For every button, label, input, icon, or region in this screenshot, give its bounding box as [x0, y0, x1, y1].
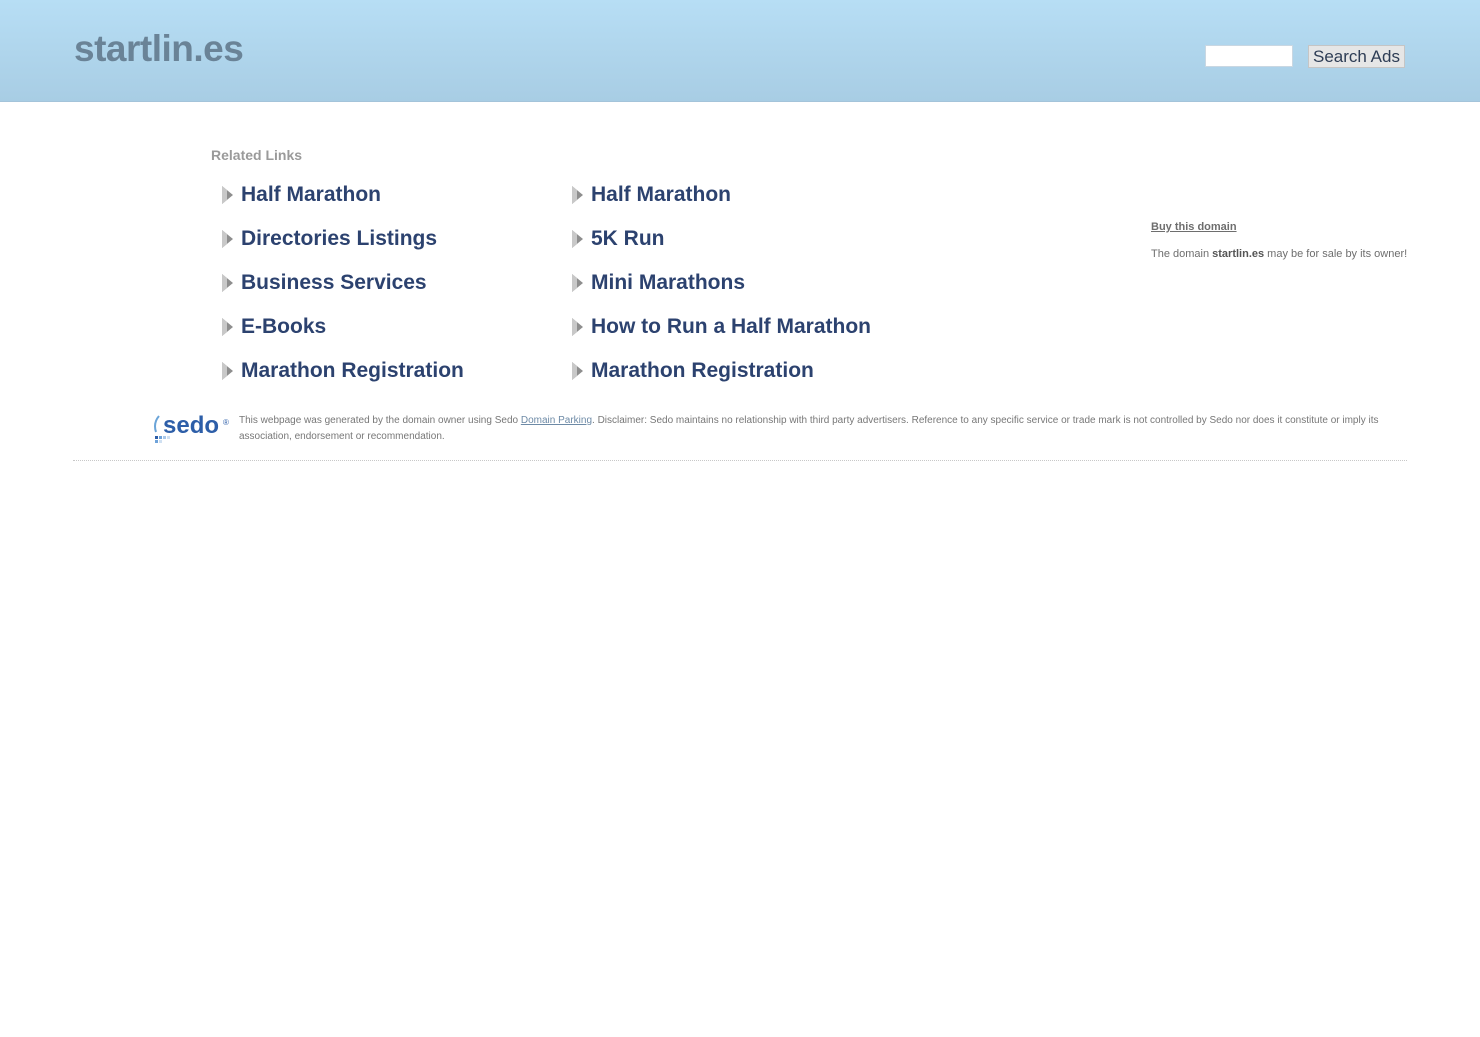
sedo-logo-text: sedo [163, 412, 220, 439]
arrow-right-icon [569, 272, 585, 294]
related-link-label[interactable]: Half Marathon [241, 183, 382, 206]
related-link-label[interactable]: E-Books [241, 315, 327, 338]
arrow-right-icon [569, 316, 585, 338]
related-link-label[interactable]: Mini Marathons [591, 271, 746, 294]
sale-prefix: The domain [1151, 248, 1213, 260]
disclaimer-prefix: This webpage was generated by the domain owner using Sedo [239, 415, 521, 426]
related-link-label[interactable]: Directories Listings [241, 227, 438, 250]
arrow-right-icon [569, 228, 585, 250]
arrow-right-icon [569, 360, 585, 382]
arrow-right-icon [219, 228, 235, 250]
domain-sale-notice [1151, 248, 1407, 260]
arrow-right-icon [219, 184, 235, 206]
related-link-label[interactable]: Business Services [241, 271, 427, 294]
related-link-label[interactable]: How to Run a Half Marathon [591, 315, 871, 338]
domain-parking-link[interactable]: Domain Parking [520, 415, 593, 426]
search-input[interactable] [1205, 45, 1293, 67]
header-bar [0, 0, 1480, 102]
sale-suffix: may be for sale by its owner! [1264, 248, 1408, 260]
sale-domain: startlin.es [1212, 248, 1265, 260]
arrow-right-icon [219, 272, 235, 294]
related-links-title: Related Links [211, 147, 303, 163]
related-link-label[interactable]: 5K Run [591, 227, 665, 250]
buy-domain-link[interactable]: Buy this domain [1151, 221, 1237, 233]
footer-disclaimer [239, 413, 1379, 445]
site-title: startlin.es [74, 28, 244, 69]
related-link-label[interactable]: Marathon Registration [591, 359, 814, 382]
footer-divider [73, 460, 1407, 461]
arrow-right-icon [569, 184, 585, 206]
related-link-label[interactable]: Marathon Registration [241, 359, 464, 382]
sedo-logo [153, 412, 233, 446]
arrow-right-icon [219, 360, 235, 382]
search-ads-button[interactable]: Search Ads [1308, 45, 1405, 68]
related-link-label[interactable]: Half Marathon [591, 183, 732, 206]
arrow-right-icon [219, 316, 235, 338]
sedo-logo-registered: ® [223, 418, 229, 427]
disclaimer-suffix: . Disclaimer: Sedo maintains no relationship with third party advertisers. Reference to any specific service or trade mark is not controlled by Sedo nor does it constitute or imply its association, endorsement or recommendation. [239, 415, 1379, 442]
